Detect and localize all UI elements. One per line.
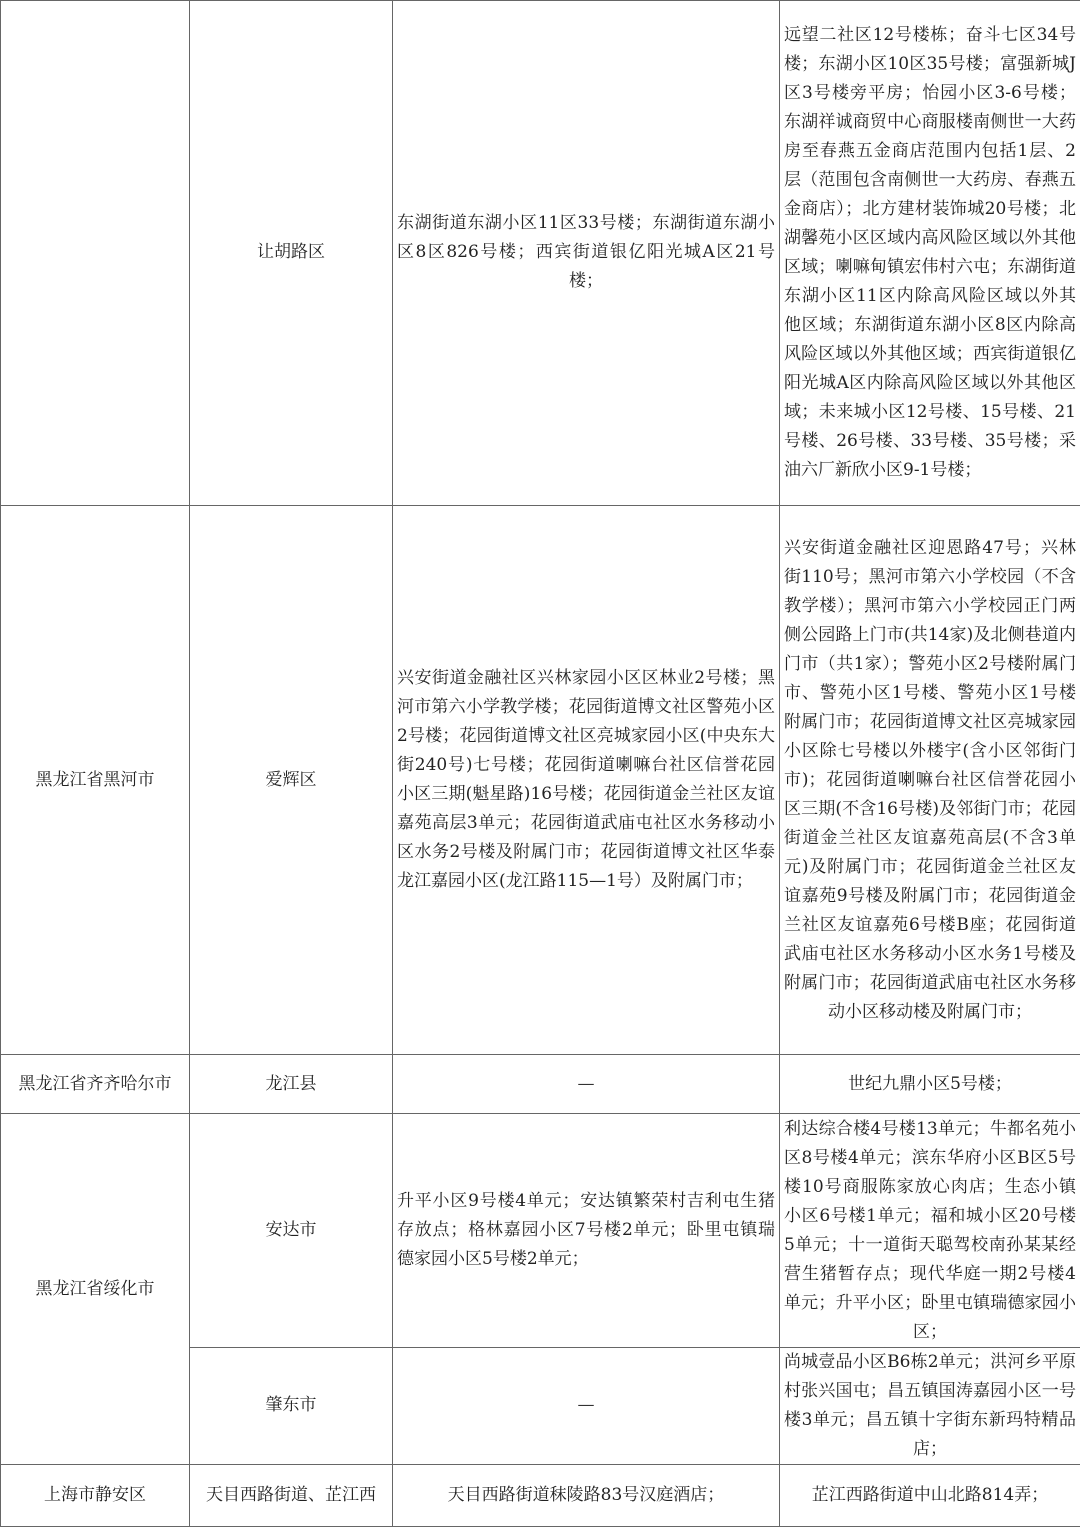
district-cell: 爱辉区 (190, 505, 393, 1055)
medium-risk-cell: 利达综合楼4号楼13单元；牛都名苑小区8号楼4单元；滨东华府小区B区5号楼10号商服陈家放心肉店；生态小镇小区6号楼1单元；福和城小区20号楼5单元；十一道街天聪驾校南孙某某经营生猪暂存点；现代华庭一期2号楼4单元；升平小区；卧里屯镇瑞德家园小区； (780, 1114, 1080, 1347)
district-cell: 龙江县 (190, 1055, 393, 1114)
table-row (1, 1464, 1080, 1526)
table-row (1, 1, 1080, 506)
city-cell: 上海市静安区 (1, 1464, 190, 1526)
table-row (1, 1055, 1080, 1114)
district-cell: 安达市 (190, 1114, 393, 1347)
high-risk-cell: 兴安街道金融社区兴林家园小区区林业2号楼；黑河市第六小学教学楼；花园街道博文社区警苑小区2号楼；花园街道博文社区亮城家园小区(中央东大街240号)七号楼；花园街道喇嘛台社区信誉花园小区三期(魁星路)16号楼；花园街道金兰社区友谊嘉苑高层3单元；花园街道武庙屯社区水务移动小区水务2号楼及附属门市；花园街道博文社区华泰龙江嘉园小区(龙江路115—1号）及附属门市； (393, 505, 780, 1055)
city-cell: 黑龙江省黑河市 (1, 505, 190, 1055)
high-risk-cell: — (393, 1347, 780, 1464)
medium-risk-cell: 尚城壹品小区B6栋2单元；洪河乡平原村张兴国屯；昌五镇国涛嘉园小区一号楼3单元；昌五镇十字街东新玛特精品店； (780, 1347, 1080, 1464)
high-risk-cell: — (393, 1055, 780, 1114)
district-cell: 天目西路街道、芷江西 (190, 1464, 393, 1526)
district-cell: 让胡路区 (190, 1, 393, 506)
city-cell: 黑龙江省齐齐哈尔市 (1, 1055, 190, 1114)
medium-risk-cell: 远望二社区12号楼栋；奋斗七区34号楼；东湖小区10区35号楼；富强新城J区3号楼旁平房；怡园小区3-6号楼；东湖祥诚商贸中心商服楼南侧世一大药房至春燕五金商店范围内包括1层、2层（范围包含南侧世一大药房、春燕五金商店）；北方建材装饰城20号楼；北湖馨苑小区区域内高风险区域以外其他区域；喇嘛甸镇宏伟村六屯；东湖街道东湖小区11区内除高风险区域以外其他区域；东湖街道东湖小区8区内除高风险区域以外其他区域；西宾街道银亿阳光城A区内除高风险区域以外其他区域；未来城小区12号楼、15号楼、21号楼、26号楼、33号楼、35号楼；采油六厂新欣小区9-1号楼； (780, 1, 1080, 506)
medium-risk-cell: 世纪九鼎小区5号楼； (780, 1055, 1080, 1114)
table-row (1, 505, 1080, 1055)
high-risk-cell: 东湖街道东湖小区11区33号楼；东湖街道东湖小区8区826号楼；西宾街道银亿阳光城A区21号楼； (393, 1, 780, 506)
high-risk-cell: 升平小区9号楼4单元；安达镇繁荣村吉利屯生猪存放点；格林嘉园小区7号楼2单元；卧里屯镇瑞德家园小区5号楼2单元； (393, 1114, 780, 1347)
medium-risk-cell: 兴安街道金融社区迎恩路47号；兴林街110号；黑河市第六小学校园（不含教学楼）；黑河市第六小学校园正门两侧公园路上门市(共14家)及北侧巷道内门市（共1家）；警苑小区2号楼附属门市、警苑小区1号楼、警苑小区1号楼附属门市；花园街道博文社区亮城家园小区除七号楼以外楼宇(含小区邻街门市)；花园街道喇嘛台社区信誉花园小区三期(不含16号楼)及邻街门市；花园街道金兰社区友谊嘉苑高层(不含3单元)及附属门市；花园街道金兰社区友谊嘉苑9号楼及附属门市；花园街道金兰社区友谊嘉苑6号楼B座；花园街道武庙屯社区水务移动小区水务1号楼及附属门市；花园街道武庙屯社区水务移动小区移动楼及附属门市； (780, 505, 1080, 1055)
city-cell-empty (1, 1, 190, 506)
city-cell: 黑龙江省绥化市 (1, 1114, 190, 1464)
district-cell: 肇东市 (190, 1347, 393, 1464)
high-risk-cell: 天目西路街道秣陵路83号汉庭酒店； (393, 1464, 780, 1526)
table-row (1, 1114, 1080, 1347)
medium-risk-cell: 芷江西路街道中山北路814弄； (780, 1464, 1080, 1526)
